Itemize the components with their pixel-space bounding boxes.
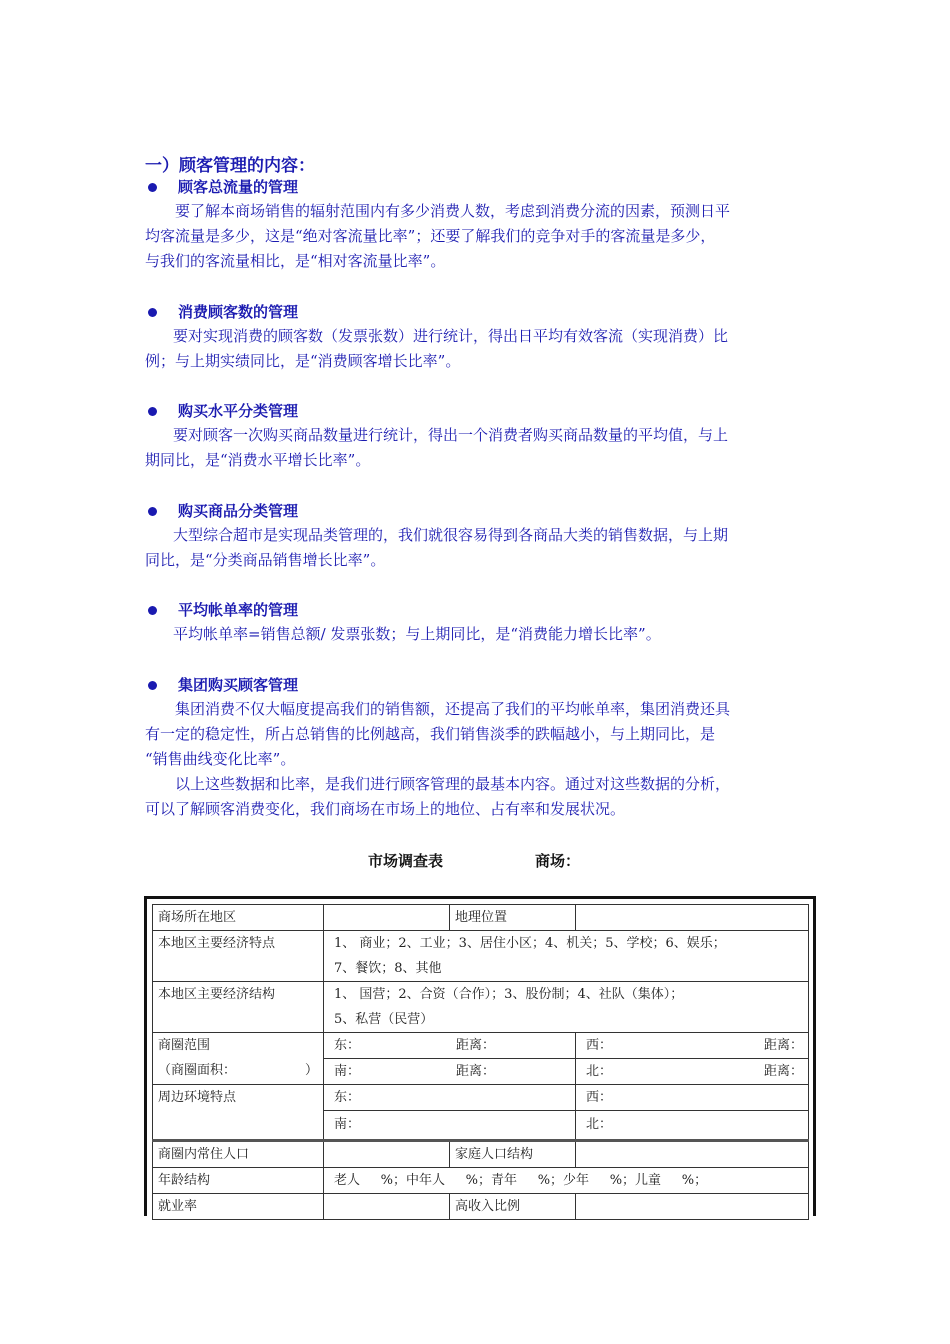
distance-label: 距离： xyxy=(455,1064,495,1079)
cell-input[interactable] xyxy=(324,905,450,931)
cell-label: 年龄结构 xyxy=(153,1168,324,1194)
table-row xyxy=(153,1168,809,1194)
option-line: 5、私营（民营） xyxy=(334,1012,434,1027)
cell-direction[interactable]: 北： xyxy=(576,1111,809,1141)
cell-label: 就业率 xyxy=(153,1194,324,1220)
cell-direction[interactable] xyxy=(576,1033,809,1059)
section-product-category xyxy=(145,499,807,573)
direction-label: 南： xyxy=(334,1064,361,1079)
cell-label: 本地区主要经济特点 xyxy=(153,931,324,982)
table-title: 市场调查表 xyxy=(368,852,444,870)
table-row xyxy=(153,1085,809,1111)
cell-label: 高收入比例 xyxy=(450,1194,576,1220)
label-text: ） xyxy=(304,1063,318,1078)
bullet-icon xyxy=(148,507,157,516)
direction-label: 东： xyxy=(334,1038,361,1053)
cell-input[interactable] xyxy=(576,1194,809,1220)
cell-direction[interactable] xyxy=(324,1059,576,1085)
section-body xyxy=(145,622,807,647)
label-text: 商圈范围 xyxy=(158,1038,211,1053)
text-line: “销售曲线变化比率”。 xyxy=(145,750,296,768)
distance-label: 距离： xyxy=(763,1038,803,1053)
table-row xyxy=(153,1194,809,1220)
text-line: 平均帐单率=销售总额/ 发票张数；与上期同比，是“消费能力增长比率”。 xyxy=(173,625,661,643)
text-line: 均客流量是多少，这是“绝对客流量比率”；还要了解我们的竞争对手的客流量是多少， xyxy=(145,227,716,245)
market-survey-table xyxy=(152,904,808,1220)
text-line: 要对实现消费的顾客数（发票张数）进行统计，得出日平均有效客流（实现消费）比 xyxy=(173,327,729,345)
section-body xyxy=(145,697,807,822)
text-line: 集团消费不仅大幅度提高我们的销售额，还提高了我们的平均帐单率，集团消费还具 xyxy=(175,700,731,718)
section-title: 集团购买顾客管理 xyxy=(178,676,299,694)
section-title: 购买水平分类管理 xyxy=(178,402,299,420)
table-row xyxy=(153,931,809,982)
cell-age-structure[interactable]: 老人 %；中年人 %；青年 %；少年 %；儿童 %； xyxy=(324,1168,809,1194)
table-row xyxy=(153,905,809,931)
text-line: 要了解本商场销售的辐射范围内有多少消费人数，考虑到消费分流的因素，预测日平 xyxy=(175,202,731,220)
cell-input[interactable] xyxy=(324,1141,450,1168)
label-text: （商圈面积： xyxy=(158,1063,237,1078)
section-body xyxy=(145,324,807,374)
text-line: 同比，是“分类商品销售增长比率”。 xyxy=(145,551,386,569)
table-row xyxy=(153,1033,809,1059)
cell-label: 地理位置 xyxy=(450,905,576,931)
section-title: 购买商品分类管理 xyxy=(178,502,299,520)
cell-direction[interactable]: 东： xyxy=(324,1085,576,1111)
section-body xyxy=(145,523,807,573)
text-line: 大型综合超市是实现品类管理的，我们就很容易得到各商品大类的销售数据，与上期 xyxy=(173,526,729,544)
section-consuming-customers xyxy=(145,300,807,374)
text-line: 与我们的客流量相比，是“相对客流量比率”。 xyxy=(145,252,446,270)
cell-direction[interactable] xyxy=(324,1033,576,1059)
cell-options[interactable] xyxy=(324,931,809,982)
bullet-icon xyxy=(148,407,157,416)
direction-label: 北： xyxy=(586,1064,613,1079)
cell-label xyxy=(153,1033,324,1085)
table-row xyxy=(153,982,809,1033)
text-line: 有一定的稳定性，所占总销售的比例越高，我们销售淡季的跌幅越小，与上期同比，是 xyxy=(145,725,716,743)
table-row xyxy=(153,1141,809,1168)
bullet-icon xyxy=(148,681,157,690)
direction-label: 西： xyxy=(586,1038,613,1053)
option-line: 1、 国营；2、合资（合作）；3、股份制；4、社队（集体）； xyxy=(334,987,684,1002)
section-body xyxy=(145,199,807,274)
cell-options[interactable] xyxy=(324,982,809,1033)
text-line: 期同比，是“消费水平增长比率”。 xyxy=(145,451,371,469)
label-sub xyxy=(158,1058,318,1083)
section-title: 顾客总流量的管理 xyxy=(178,178,299,196)
cell-label: 商场所在地区 xyxy=(153,905,324,931)
section-average-bill xyxy=(145,598,807,647)
table-store-label: 商场： xyxy=(535,852,581,870)
section-group-purchase xyxy=(145,673,807,822)
bullet-icon xyxy=(148,308,157,317)
section-heading: 一）顾客管理的内容： xyxy=(145,156,315,176)
cell-direction[interactable] xyxy=(576,1059,809,1085)
cell-input[interactable] xyxy=(576,905,809,931)
section-body xyxy=(145,423,807,473)
section-purchase-level xyxy=(145,399,807,473)
cell-input[interactable] xyxy=(324,1194,450,1220)
section-title: 消费顾客数的管理 xyxy=(178,303,299,321)
cell-input[interactable] xyxy=(576,1141,809,1168)
option-line: 7、餐饮；8、其他 xyxy=(334,961,442,976)
option-line: 1、 商业；2、工业；3、居住小区；4、机关；5、学校；6、娱乐； xyxy=(334,936,726,951)
section-customer-flow xyxy=(145,175,807,274)
text-line: 要对顾客一次购买商品数量进行统计，得出一个消费者购买商品数量的平均值，与上 xyxy=(173,426,729,444)
section-title: 平均帐单率的管理 xyxy=(178,601,299,619)
cell-direction[interactable]: 西： xyxy=(576,1085,809,1111)
cell-label: 家庭人口结构 xyxy=(450,1141,576,1168)
bullet-icon xyxy=(148,183,157,192)
cell-label: 周边环境特点 xyxy=(153,1085,324,1141)
text-line: 例；与上期实绩同比，是“消费顾客增长比率”。 xyxy=(145,352,461,370)
distance-label: 距离： xyxy=(455,1038,495,1053)
summary-line: 可以了解顾客消费变化，我们商场在市场上的地位、占有率和发展状况。 xyxy=(145,800,626,818)
bullet-icon xyxy=(148,606,157,615)
cell-label: 本地区主要经济结构 xyxy=(153,982,324,1033)
cell-label: 商圈内常住人口 xyxy=(153,1141,324,1168)
distance-label: 距离： xyxy=(763,1064,803,1079)
cell-direction[interactable]: 南： xyxy=(324,1111,576,1141)
summary-line: 以上这些数据和比率，是我们进行顾客管理的最基本内容。通过对这些数据的分析， xyxy=(175,775,731,793)
